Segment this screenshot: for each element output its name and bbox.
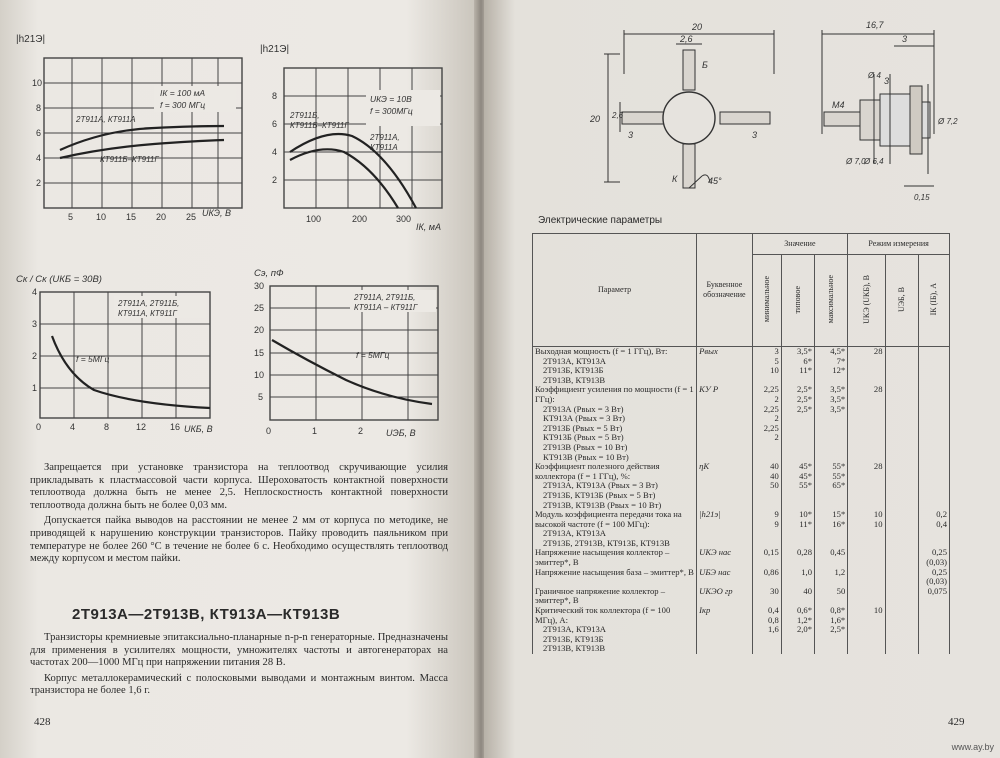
table-title: Электрические параметры	[538, 215, 663, 226]
cell-uke	[848, 606, 885, 654]
paragraph: Корпус металлокерамический с полосковыми выводами и монтажным винтом. Масса транзистора не более 1,6 г.	[30, 672, 448, 697]
table-row	[533, 606, 950, 654]
table-row	[533, 462, 950, 510]
paragraph: Запрещается при установке транзистора на теплоотвод скручивающие усилия прикладывать к пластмассовой части корпуса. Шероховатость контактной поверхности теплоотвода должна быть не менее 2,5. Неплоскостность контактной поверхности теплоотвода должна быть не более 0,03 мм.	[30, 462, 448, 511]
cell-uke	[848, 587, 885, 606]
dim-label: 2,6	[680, 34, 693, 44]
uke-value: 28	[873, 384, 883, 395]
ytick: 4	[272, 147, 278, 157]
cell-sym	[697, 510, 752, 548]
cell-typ	[781, 462, 814, 510]
chart-ce-vs-ueb	[246, 264, 446, 442]
max-value: 1,6*	[830, 614, 846, 625]
typ-value: 2,0*	[796, 624, 812, 635]
cell-max	[815, 510, 848, 548]
cond-ik: IК = 100 мА	[160, 88, 206, 98]
cell-param	[533, 462, 697, 510]
cell-typ	[781, 548, 814, 567]
typ-value: 0,6*	[796, 605, 812, 616]
cell-max	[815, 548, 848, 567]
cell-max	[815, 587, 848, 606]
ytick: 2	[272, 175, 278, 185]
xtick: 25	[186, 212, 197, 220]
cell-min	[752, 385, 781, 462]
header-mode: Режим измерения	[848, 234, 950, 255]
cell-ueb	[885, 587, 918, 606]
cell-typ	[781, 347, 814, 386]
param-value: 2Т913В, КТ913В	[543, 374, 606, 385]
ytick: 15	[254, 348, 265, 358]
cell-sym	[697, 385, 752, 462]
chart-ylabel: |h21Э|	[260, 44, 290, 55]
typ-value: 0,28	[796, 547, 812, 558]
cell-ik	[918, 510, 949, 548]
dim-label: 2,6	[612, 111, 624, 120]
ytick: 8	[272, 91, 278, 101]
param-value: 2Т913А, КТ913А (Pвых = 3 Вт)	[543, 480, 658, 491]
xtick: 2	[358, 426, 364, 436]
series-label: 2Т911А, 2Т911Б,	[354, 293, 416, 302]
cell-typ	[781, 568, 814, 587]
cell-param	[533, 385, 697, 462]
max-value: 3,5*	[830, 393, 846, 404]
ik-value: 0,075	[927, 585, 947, 596]
series-label: КТ911А – КТ911Г	[354, 303, 418, 312]
xtick: 300	[396, 214, 412, 224]
cell-typ	[781, 510, 814, 548]
cell-ik	[918, 568, 949, 587]
typ-value: 3,5*	[796, 346, 812, 356]
max-value: 12*	[832, 365, 846, 376]
dim-label: Ø 7,0	[846, 157, 866, 166]
typ-value: 2,5*	[796, 393, 812, 404]
text-block-mounting	[30, 462, 448, 569]
series-label: КТ911Б–КТ911Г	[290, 121, 349, 130]
param-value: 2Т913В (Pвых = 10 Вт)	[543, 441, 628, 452]
typ-value: 1,2*	[796, 614, 812, 625]
header-ueb: UЭБ, В	[896, 286, 906, 312]
ik-value: 0,25	[931, 566, 947, 577]
cell-min	[752, 548, 781, 567]
header-min: минимальное	[761, 276, 771, 323]
min-value: 3	[774, 346, 779, 356]
cell-sym	[697, 462, 752, 510]
paragraph: Допускается пайка выводов на расстоянии не менее 2 мм от корпуса по методике, не приводящей к нарушению конструкции транзисторов. Пайку проводить паяльником при температуре не более 260 °С в течение не более 6 с. Необходимо осуществлять теплоотвод между корпусом и местом пайки.	[30, 515, 448, 565]
cell-min	[752, 587, 781, 606]
xtick: 200	[352, 214, 368, 224]
cell-param	[533, 510, 697, 548]
chart-ylabel: |h21Э|	[16, 34, 46, 45]
xtick: 0	[36, 422, 42, 432]
max-value: 1,2	[834, 566, 846, 577]
cell-uke	[848, 568, 885, 587]
uke-value: 10	[873, 509, 883, 520]
min-value: 0,15	[763, 547, 779, 558]
paragraph: Транзисторы кремниевые эпитаксиально-планарные n-p-n генераторные. Предназначены для применения в усилителях мощности, умножителях частоты и автогенераторах на частотах 200—1000 МГц при напряжении питания 28 В.	[30, 632, 448, 669]
header-typ: типовое	[793, 285, 803, 314]
max-value: 7*	[836, 355, 846, 366]
ytick: 20	[254, 325, 265, 335]
cell-min	[752, 568, 781, 587]
cell-typ	[781, 587, 814, 606]
cell-ueb	[885, 385, 918, 462]
chart-xlabel: IК, мА	[416, 222, 441, 232]
cell-ik	[918, 385, 949, 462]
cell-ueb	[885, 510, 918, 548]
typ-value: 6*	[803, 355, 812, 366]
table-row	[533, 510, 950, 548]
typ-value: 11*	[799, 518, 812, 529]
xtick: 0	[266, 426, 272, 436]
cell-uke	[848, 385, 885, 462]
param-value: КТ913В (Pвых = 10 Вт)	[543, 451, 629, 462]
param-value: КТ913Б (Pвых = 5 Вт)	[543, 432, 624, 443]
package-drawing	[584, 14, 984, 204]
ytick: 6	[36, 128, 42, 138]
sym-value: UКЭ нас	[699, 547, 732, 558]
max-value: 15*	[832, 509, 846, 520]
ik-value: (0,03)	[926, 557, 947, 568]
chart-h21e-vs-uke	[14, 30, 250, 220]
header-uke: UКЭ (UКБ), В	[861, 274, 871, 324]
min-value: 0,4	[768, 605, 779, 616]
param-value: КТ913А (Pвых = 3 Вт)	[543, 413, 625, 424]
param-value: 2Т913А, КТ913А	[543, 528, 607, 539]
cell-sym	[697, 568, 752, 587]
min-value: 0,8	[768, 614, 779, 625]
ytick: 8	[36, 103, 42, 113]
typ-value: 2,5*	[796, 384, 812, 395]
cell-sym	[697, 347, 752, 386]
sym-value: Iкр	[699, 605, 711, 616]
cell-ueb	[885, 548, 918, 567]
min-value: 9	[774, 509, 779, 520]
cell-param	[533, 548, 697, 567]
param-value: 2Т913Б (Pвых = 5 Вт)	[543, 422, 623, 433]
cond-uke: UКЭ = 10В	[370, 94, 412, 104]
cell-sym	[697, 548, 752, 567]
param-value: 2Т913Б, КТ913Б	[543, 633, 604, 644]
max-value: 55*	[832, 461, 846, 472]
angle-label: 45°	[708, 176, 722, 186]
min-value: 2	[774, 393, 779, 404]
cell-ueb	[885, 462, 918, 510]
dim-label: 3	[902, 34, 908, 44]
chart-xlabel: UКЭ, В	[202, 208, 231, 218]
cell-min	[752, 347, 781, 386]
min-value: 40	[770, 470, 779, 481]
typ-value: 11*	[799, 365, 812, 376]
dim-label: 20	[692, 22, 703, 32]
max-value: 2,5*	[830, 624, 846, 635]
sym-value: KУ Р	[699, 384, 719, 395]
series-label: КТ911А	[370, 143, 398, 152]
table-body	[533, 347, 950, 655]
chart-ck-vs-ukb	[14, 270, 224, 438]
ytick: 25	[254, 303, 265, 313]
max-value: 50	[836, 585, 846, 596]
ytick: 6	[272, 119, 278, 129]
ytick: 2	[32, 351, 38, 361]
curve-ck	[52, 336, 210, 408]
ytick: 30	[254, 281, 265, 291]
max-value: 16*	[832, 518, 846, 529]
max-value: 3,5*	[830, 403, 846, 414]
xtick: 20	[156, 212, 167, 220]
cell-param	[533, 568, 697, 587]
xtick: 16	[170, 422, 181, 432]
table-row	[533, 347, 950, 386]
left-page	[0, 0, 478, 758]
table-row	[533, 587, 950, 606]
dim-label: М4	[832, 100, 845, 110]
cell-min	[752, 606, 781, 654]
header-max: максимальное	[826, 275, 836, 324]
uke-value: 10	[873, 518, 883, 529]
text-block-description	[30, 632, 448, 701]
xtick: 10	[96, 212, 107, 220]
cell-ueb	[885, 606, 918, 654]
param-value: Выходная мощность (f = 1 ГГц), Вт:	[535, 346, 668, 356]
cell-max	[815, 385, 848, 462]
max-value: 65*	[832, 480, 846, 491]
xtick: 4	[70, 422, 76, 432]
param-value: Напряжение насыщения коллектор – эмиттер*, В	[535, 547, 670, 568]
param-value: 2Т913А, КТ913А	[543, 355, 607, 366]
xtick: 12	[136, 422, 147, 432]
sym-value: UКЭО гр	[699, 585, 733, 596]
series-label: 2Т911А, КТ911А	[76, 115, 136, 124]
max-value: 0,45	[830, 547, 846, 558]
table-row	[533, 568, 950, 587]
min-value: 30	[770, 585, 779, 596]
cell-min	[752, 510, 781, 548]
min-value: 2	[774, 413, 779, 424]
parameters-table	[532, 233, 950, 654]
ik-value: 0,2	[936, 509, 947, 520]
param-value: Коэффициент полезного действия коллектора (f = 1 ГГц), %:	[535, 461, 660, 481]
ytick: 4	[36, 153, 42, 163]
chart-xlabel: UКБ, В	[184, 424, 213, 434]
typ-value: 55*	[799, 480, 812, 491]
sym-value: ηК	[699, 461, 710, 472]
dim-label: 16,7	[866, 20, 884, 30]
uke-value: 28	[873, 461, 883, 472]
typ-value: 1,0	[801, 566, 812, 577]
cond-f: f = 300 МГц	[160, 100, 206, 110]
cell-typ	[781, 606, 814, 654]
param-value: 2Т913Б, КТ913Б	[543, 365, 604, 376]
chart-ylabel: Cк / Cк (UКБ = 30В)	[16, 274, 102, 285]
ik-value: (0,03)	[926, 576, 947, 587]
param-value: 2Т913Б, 2Т913В, КТ913Б, КТ913В	[543, 537, 670, 548]
cell-min	[752, 462, 781, 510]
param-value: Коэффициент усиления по мощности (f = 1 ГГц):	[535, 384, 694, 404]
header-letter: Буквенное обозначение	[697, 234, 752, 347]
ytick: 1	[32, 383, 38, 393]
max-value: 4,5*	[830, 346, 846, 356]
cell-uke	[848, 347, 885, 386]
uke-value: 28	[873, 346, 883, 356]
xtick: 8	[104, 422, 110, 432]
min-value: 9	[774, 518, 779, 529]
min-value: 1,6	[768, 624, 779, 635]
watermark: www.ay.by	[951, 742, 994, 752]
dim-label: 0,15	[914, 193, 930, 202]
cell-ik	[918, 548, 949, 567]
cell-ueb	[885, 568, 918, 587]
cell-param	[533, 587, 697, 606]
typ-value: 2,5*	[796, 403, 812, 414]
cell-sym	[697, 587, 752, 606]
max-value: 55*	[832, 470, 846, 481]
cond-f: f = 5МГц	[356, 350, 390, 360]
dim-label: 3	[884, 76, 890, 86]
param-value: 2Т913А, КТ913А	[543, 624, 607, 635]
pin-label: К	[672, 174, 678, 184]
param-value: Граничное напряжение коллектор – эмиттер*, В	[535, 585, 666, 606]
ytick: 5	[258, 392, 264, 402]
min-value: 5	[774, 355, 779, 366]
min-value: 10	[770, 365, 779, 376]
cond-f: f = 300МГц	[370, 106, 413, 116]
header-ik: IК (IБ), А	[929, 283, 939, 316]
header-value: Значение	[752, 234, 848, 255]
cell-uke	[848, 548, 885, 567]
min-value: 2,25	[763, 384, 779, 395]
section-heading: 2Т913А—2Т913В, КТ913А—КТ913В	[72, 606, 341, 623]
param-value: Напряжение насыщения база – эмиттер*, В	[535, 566, 694, 577]
param-value: Модуль коэффициента передачи тока на высокой частоте (f = 100 МГц):	[535, 509, 682, 529]
cell-max	[815, 462, 848, 510]
series-label: 2Т911А,	[370, 133, 400, 142]
curve-2t911a	[60, 126, 224, 150]
table-row	[533, 385, 950, 462]
param-value: 2Т913В, КТ913В (Pвых = 10 Вт)	[543, 499, 662, 510]
dim-label: Ø 7,2	[938, 117, 958, 126]
sym-value: UБЭ нас	[699, 566, 731, 577]
cell-uke	[848, 510, 885, 548]
ytick: 3	[32, 319, 38, 329]
xtick: 5	[68, 212, 74, 220]
typ-value: 10*	[799, 509, 812, 520]
page-number: 428	[34, 716, 51, 728]
ytick: 2	[36, 178, 42, 188]
cell-max	[815, 606, 848, 654]
typ-value: 45*	[799, 470, 812, 481]
cell-ik	[918, 606, 949, 654]
chart-xlabel: UЭБ, В	[386, 428, 416, 438]
min-value: 2,25	[763, 422, 779, 433]
pin-label: 3	[752, 130, 758, 140]
chart-h21e-vs-ik	[256, 40, 456, 240]
dim-label: Ø 4	[868, 71, 881, 80]
series-label: КТ911А, КТ911Г	[118, 309, 177, 318]
uke-value: 10	[873, 605, 883, 616]
min-value: 0,86	[763, 566, 779, 577]
cell-param	[533, 606, 697, 654]
dim-label: Ø 6,4	[864, 157, 884, 166]
dim-label: 20	[590, 114, 601, 124]
min-value: 2,25	[763, 403, 779, 414]
cell-ueb	[885, 347, 918, 386]
cond-f: f = 5МГц	[76, 354, 110, 364]
header-param: Параметр	[533, 234, 697, 347]
page-number: 429	[948, 716, 965, 728]
cell-sym	[697, 606, 752, 654]
min-value: 2	[774, 432, 779, 443]
cell-max	[815, 347, 848, 386]
cell-uke	[848, 462, 885, 510]
ik-value: 0,4	[936, 518, 947, 529]
cell-ik	[918, 347, 949, 386]
param-value: 2Т913В, КТ913В	[543, 643, 606, 654]
cell-typ	[781, 385, 814, 462]
pin-label: 3	[628, 130, 634, 140]
xtick: 100	[306, 214, 322, 224]
param-value: 2Т913Б, КТ913Б (Pвых = 5 Вт)	[543, 489, 656, 500]
cell-max	[815, 568, 848, 587]
chart-ylabel: Cэ, пФ	[254, 268, 284, 279]
max-value: 0,8*	[830, 605, 846, 616]
cell-ik	[918, 462, 949, 510]
ik-value: 0,25	[931, 547, 947, 558]
sym-value: |h21э|	[699, 509, 721, 520]
sym-value: Pвых	[699, 346, 718, 356]
param-value: Критический ток коллектора (f = 100 МГц), А:	[535, 605, 671, 625]
param-value: 2Т913А (Pвых = 3 Вт)	[543, 403, 624, 414]
min-value: 50	[770, 480, 779, 491]
series-label: 2Т911А, 2Т911Б,	[118, 299, 180, 308]
ytick: 10	[254, 370, 265, 380]
ytick: 4	[32, 287, 38, 297]
min-value: 40	[770, 461, 779, 472]
series-label: КТ911Б–КТ911Г	[100, 155, 159, 164]
cell-ik	[918, 587, 949, 606]
typ-value: 45*	[799, 461, 812, 472]
xtick: 15	[126, 212, 137, 220]
xtick: 1	[312, 426, 318, 436]
series-label: 2Т911Б,	[290, 111, 320, 120]
cell-param	[533, 347, 697, 386]
table-row	[533, 548, 950, 567]
max-value: 3,5*	[830, 384, 846, 395]
typ-value: 40	[803, 585, 812, 596]
pin-label: Б	[702, 60, 708, 70]
ytick: 10	[32, 78, 43, 88]
